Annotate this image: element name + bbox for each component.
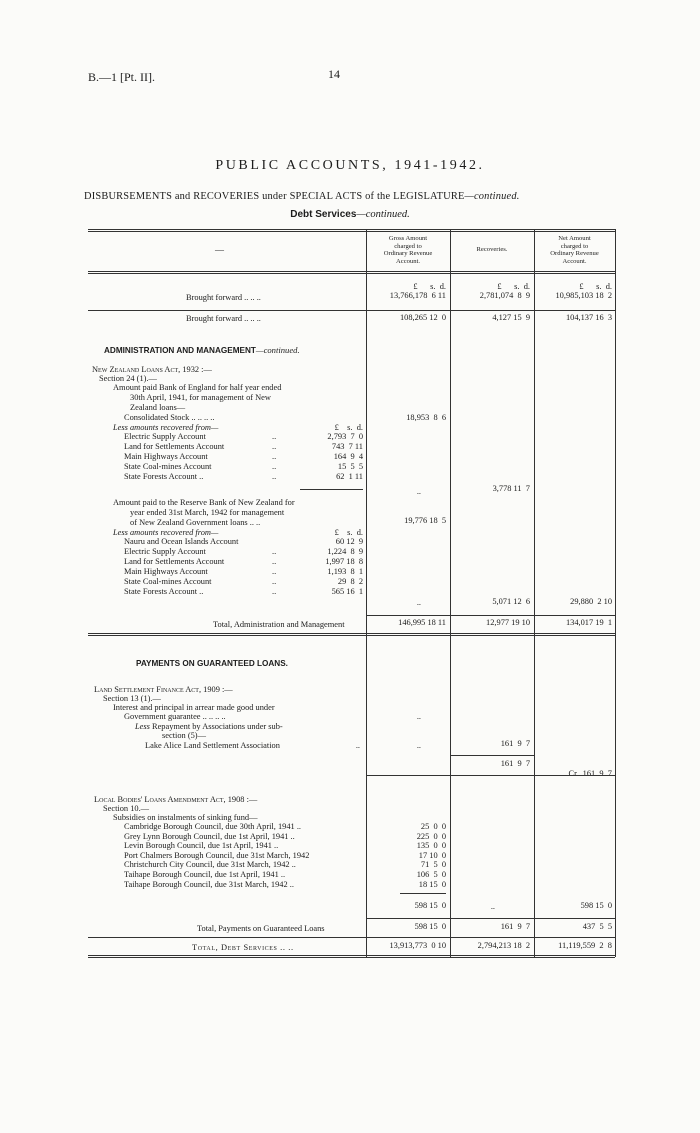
guaranteed-total-top-rule: [366, 918, 615, 919]
section-title-main: Debt Services: [290, 209, 357, 220]
admin.rbnz_items-name: Nauru and Ocean Islands Account: [124, 537, 239, 546]
page-title: PUBLIC ACCOUNTS, 1941-1942.: [215, 158, 485, 173]
admin.rbnz_items-amount: 60 12 9: [335, 537, 363, 546]
rbnz-gross: 19,776 18 5: [404, 516, 446, 525]
column-divider-3: [534, 229, 535, 957]
grand-total-top-rule: [88, 937, 615, 938]
column-divider-1: [366, 229, 367, 957]
less-repayment-line-1: [135, 722, 283, 732]
admin-total-bottom-rule-2: [88, 635, 615, 636]
admin.boe_items-amount: 62 1 11: [336, 472, 363, 481]
nz-loans-act: New Zealand Loans Act, 1932 :—: [92, 365, 212, 374]
admin.boe_items-dots: ..: [272, 432, 277, 441]
grand-total-net: 11,119,559 2 8: [558, 941, 612, 950]
guaranteed.councils-name: Christchurch City Council, due 31st March, 1942 ..: [124, 860, 296, 870]
guaranteed-total-net: 437 5 5: [582, 922, 612, 931]
guaranteed.councils-amount: 106 5 0: [416, 870, 446, 879]
admin-total-recoveries: 12,977 19 10: [486, 618, 530, 627]
admin.rbnz_items-name: Electric Supply Account: [124, 547, 206, 556]
guaranteed.councils-name: Taihape Borough Council, due 1st April, 1941 ..: [124, 870, 286, 879]
admin-total-top-rule: [366, 615, 615, 616]
local-bodies-act: Local Bodies' Loans Amendment Act, 1908 :—: [94, 795, 258, 804]
section-10: Section 10.—: [103, 804, 150, 813]
boe-subtotal-rule: [300, 489, 363, 490]
subsidies-recoveries: ..: [490, 902, 495, 911]
admin.rbnz_items-name: State Coal-mines Account: [124, 577, 212, 586]
admin.boe_items-name: Electric Supply Account: [124, 432, 206, 441]
column-header-recoveries: Recoveries.: [476, 246, 508, 253]
interest-gross-dots: ..: [416, 712, 421, 721]
boe-dots: ..: [416, 487, 421, 496]
lake-alice-recovery-rule: [450, 755, 534, 756]
section-title: [0, 209, 700, 220]
less-repayment-line-2: section (5)—: [162, 731, 206, 740]
page-subtitle: [84, 191, 520, 202]
land-settlement-section-rule: [366, 775, 615, 776]
less-word: Less: [135, 722, 150, 731]
interest-line-1: Interest and principal in arrear made good under: [113, 703, 275, 712]
rbnz-line-2: year ended 31st March, 1942 for management: [130, 508, 285, 517]
brought-forward-2-recoveries: 4,127 15 9: [492, 313, 530, 322]
guaranteed.councils-amount: 71 5 0: [420, 860, 446, 870]
lake-alice-net-credit: Cr. 161 9 7: [568, 769, 612, 778]
guaranteed.councils-amount: 25 0 0: [420, 822, 446, 831]
admin-total-gross: 146,995 18 11: [398, 618, 446, 627]
brought-forward-label-2: Brought forward .. .. ..: [186, 314, 261, 323]
boe-sub-units: £ s. d.: [334, 423, 363, 432]
admin.boe_items-amount: 15 5 5: [337, 462, 363, 471]
admin.rbnz_items-name: Main Highways Account: [124, 567, 208, 576]
admin.rbnz_items-amount: 565 16 1: [331, 587, 363, 596]
section-24: Section 24 (1).—: [99, 374, 157, 383]
land-settlement-act: Land Settlement Finance Act, 1909 :—: [94, 685, 233, 694]
table-top-rule: [88, 229, 615, 230]
rbnz-dots: ..: [416, 598, 421, 607]
admin.rbnz_items-dots: ..: [272, 547, 277, 556]
boe-recoveries: 3,778 11 7: [492, 484, 530, 493]
brought-forward-gross: 13,766,178 6 11: [389, 291, 446, 300]
admin.boe_items-amount: 743 7 11: [331, 442, 363, 451]
report-reference: B.—1 [Pt. II].: [88, 70, 155, 84]
units-gross: £ s. d.: [413, 282, 446, 291]
boe-gross: 18,953 8 6: [406, 413, 446, 422]
brought-forward-2-gross: 108,265 12 0: [399, 313, 446, 322]
boe-line-3: Zealand loans—: [130, 403, 186, 412]
admin.rbnz_items-name: State Forests Account ..: [124, 587, 204, 596]
subsidies-label: Subsidies on instalments of sinking fund—: [113, 813, 258, 822]
interest-line-2: Government guarantee .. .. .. ..: [124, 712, 226, 721]
grand-total-recoveries: 2,794,213 18 2: [477, 941, 530, 950]
grand-total-label: Total, Debt Services .. ..: [192, 943, 294, 952]
lake-alice-gross-dots: ..: [416, 741, 421, 750]
admin.boe_items-name: Main Highways Account: [124, 452, 208, 461]
brought-forward-rule: [88, 310, 615, 311]
header-bottom-rule-2: [88, 273, 615, 274]
admin-heading: [104, 345, 300, 355]
rbnz-sub-units: £ s. d.: [334, 528, 363, 537]
table-bottom-rule-2: [88, 957, 615, 958]
guaranteed-total-recoveries: 161 9 7: [500, 922, 530, 931]
admin.rbnz_items-amount: 1,224 8 9: [327, 547, 363, 556]
less-repayment-text: Repayment by Associations under sub-: [152, 722, 283, 731]
brought-forward-recoveries: 2,781,074 8 9: [479, 291, 530, 300]
units-recoveries: £ s. d.: [497, 282, 530, 291]
admin.boe_items-amount: 164 9 4: [333, 452, 363, 461]
admin.boe_items-dots: ..: [272, 452, 277, 461]
boe-line-1: Amount paid Bank of England for half year ended: [113, 383, 282, 392]
admin-heading-continued: —continued.: [255, 345, 300, 355]
guaranteed.councils-amount: 225 0 0: [416, 831, 446, 841]
subsidies-net: 598 15 0: [580, 901, 612, 910]
subtitle-main: DISBURSEMENTS and RECOVERIES under SPECIAL ACTS of the LEGISLATURE: [84, 191, 465, 202]
grand-total-gross: 13,913,773 0 10: [389, 941, 446, 950]
guaranteed.councils-amount: 17 10 0: [418, 850, 446, 860]
guaranteed-total-gross: 598 15 0: [414, 922, 446, 931]
page-number: 14: [328, 67, 340, 81]
admin-total-net: 134,017 19 1: [565, 618, 612, 627]
consolidated-stock: Consolidated Stock .. .. .. ..: [124, 413, 215, 422]
guaranteed.councils-amount: 18 15 0: [418, 879, 446, 889]
column-header-net: Net Amount charged to Ordinary Revenue Account.: [550, 235, 599, 265]
guaranteed-total-label: Total, Payments on Guaranteed Loans: [197, 924, 325, 933]
rbnz-line-1: Amount paid to the Reserve Bank of New Zealand for: [113, 498, 295, 507]
council-subtotal-rule: [400, 893, 446, 894]
column-divider-2: [450, 229, 451, 957]
guaranteed.councils-amount: 135 0 0: [416, 841, 446, 851]
admin.rbnz_items-dots: ..: [272, 587, 277, 596]
lake-alice-label: Lake Alice Land Settlement Association: [145, 741, 280, 750]
header-bottom-rule: [88, 271, 615, 272]
guaranteed.councils-name: Cambridge Borough Council, due 30th April, 1941 ..: [124, 822, 302, 831]
section-13: Section 13 (1).—: [103, 694, 161, 703]
subtitle-continued: —continued.: [464, 191, 520, 202]
table-top-rule-2: [88, 231, 615, 232]
guaranteed.councils-name: Grey Lynn Borough Council, due 1st April, 1941 ..: [124, 831, 295, 841]
admin.boe_items-dots: ..: [272, 472, 277, 481]
admin-total-bottom-rule: [88, 633, 615, 634]
units-net: £ s. d.: [579, 282, 612, 291]
admin-heading-main: ADMINISTRATION AND MANAGEMENT: [104, 346, 256, 355]
admin.rbnz_items-dots: ..: [272, 557, 277, 566]
column-header-description: —: [215, 245, 224, 255]
admin.boe_items-dots: ..: [272, 442, 277, 451]
less-label: Less amounts recovered from—: [113, 423, 219, 432]
guaranteed.councils-name: Port Chalmers Borough Council, due 31st March, 1942: [124, 850, 310, 860]
admin.boe_items-name: State Coal-mines Account: [124, 462, 212, 471]
lake-alice-dots: ..: [355, 741, 360, 750]
admin.rbnz_items-dots: ..: [272, 567, 277, 576]
admin.rbnz_items-amount: 29 8 2: [337, 577, 363, 586]
admin.rbnz_items-amount: 1,997 18 8: [325, 557, 363, 566]
guaranteed.councils-name: Levin Borough Council, due 1st April, 1941 ..: [124, 841, 279, 851]
section-title-continued: —continued.: [356, 209, 410, 220]
table-bottom-rule: [88, 955, 615, 956]
admin.boe_items-amount: 2,793 7 0: [327, 432, 363, 441]
less-label-2: Less amounts recovered from—: [113, 528, 219, 537]
admin.boe_items-dots: ..: [272, 462, 277, 471]
admin.boe_items-name: State Forests Account ..: [124, 472, 204, 481]
admin.rbnz_items-dots: ..: [272, 577, 277, 586]
guaranteed-heading: PAYMENTS ON GUARANTEED LOANS.: [136, 659, 288, 668]
admin.rbnz_items-name: Land for Settlements Account: [124, 557, 225, 566]
brought-forward-net: 10,985,103 18 2: [555, 291, 612, 300]
admin.rbnz_items-amount: 1,193 8 1: [327, 567, 363, 576]
lake-alice-recoveries: 161 9 7: [500, 739, 530, 748]
column-header-gross: Gross Amount charged to Ordinary Revenue Account.: [383, 235, 433, 265]
table-right-border: [615, 229, 616, 957]
rbnz-net: 29,880 2 10: [570, 597, 612, 606]
subsidies-gross: 598 15 0: [414, 901, 446, 910]
brought-forward-2-net: 104,137 16 3: [565, 313, 612, 322]
lake-alice-recoveries-subtotal: 161 9 7: [500, 759, 530, 768]
admin.boe_items-name: Land for Settlements Account: [124, 442, 225, 451]
brought-forward-label: Brought forward .. .. ..: [186, 293, 261, 302]
rbnz-recoveries: 5,071 12 6: [492, 597, 530, 606]
boe-line-2: 30th April, 1941, for management of New: [130, 393, 271, 402]
guaranteed.councils-name: Taihape Borough Council, due 31st March, 1942 ..: [124, 879, 294, 889]
rbnz-line-3: of New Zealand Government loans .. ..: [130, 518, 261, 527]
admin-total-label: Total, Administration and Management: [213, 620, 345, 629]
